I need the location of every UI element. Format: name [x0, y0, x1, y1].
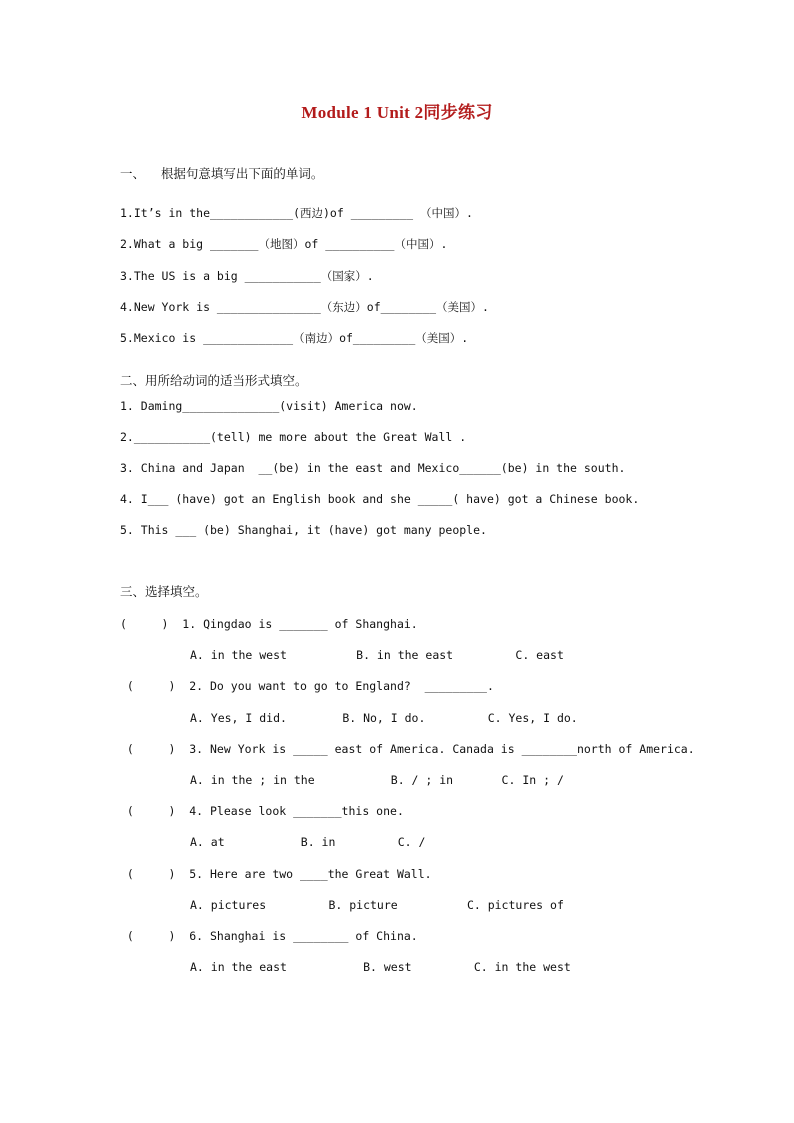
section2-item-2: 2.___________(tell) me more about the Great Wall .	[120, 430, 467, 444]
question-6-options: A. in the east B. west C. in the west	[190, 960, 571, 974]
question-3-options: A. in the ; in the B. / ; in C. In ; /	[190, 773, 564, 787]
question-5-options: A. pictures B. picture C. pictures of	[190, 898, 564, 912]
section2-item-5: 5. This ___ (be) Shanghai, it (have) got many people.	[120, 523, 487, 537]
question-4-stem: ( ) 4. Please look _______this one.	[120, 804, 404, 818]
page-title: Module 1 Unit 2同步练习	[301, 103, 493, 122]
question-1-stem: ( ) 1. Qingdao is _______ of Shanghai.	[120, 617, 418, 631]
question-4-options: A. at B. in C. /	[190, 835, 426, 849]
section1-item-3: 3.The US is a big ___________（国家）.	[120, 269, 374, 283]
section2-item-3: 3. China and Japan __(be) in the east and Mexico______(be) in the south.	[120, 461, 626, 475]
question-1-options: A. in the west B. in the east C. east	[190, 648, 564, 662]
section1-heading: 一、 根据句意填写出下面的单词。	[120, 166, 324, 181]
question-6-stem: ( ) 6. Shanghai is ________ of China.	[120, 929, 418, 943]
section1-item-2: 2.What a big _______（地图）of __________（中国）.	[120, 237, 448, 251]
question-3-stem: ( ) 3. New York is _____ east of America. Canada is ________north of America.	[120, 742, 695, 756]
section1-item-5: 5.Mexico is _____________（南边）of_________（美国）.	[120, 331, 469, 345]
section2-item-4: 4. I___ (have) got an English book and she _____( have) got a Chinese book.	[120, 492, 640, 506]
question-2-stem: ( ) 2. Do you want to go to England? _________.	[120, 679, 494, 693]
section2-heading: 二、用所给动词的适当形式填空。	[120, 373, 308, 388]
section1-item-4: 4.New York is _______________（东边）of________（美国）.	[120, 300, 489, 314]
question-2-options: A. Yes, I did. B. No, I do. C. Yes, I do.	[190, 711, 578, 725]
section1-item-1: 1.It’s in the____________(西边)of _________ （中国）.	[120, 206, 473, 220]
question-5-stem: ( ) 5. Here are two ____the Great Wall.	[120, 867, 432, 881]
section3-heading: 三、选择填空。	[120, 584, 208, 599]
section2-item-1: 1. Daming______________(visit) America now.	[120, 399, 418, 413]
